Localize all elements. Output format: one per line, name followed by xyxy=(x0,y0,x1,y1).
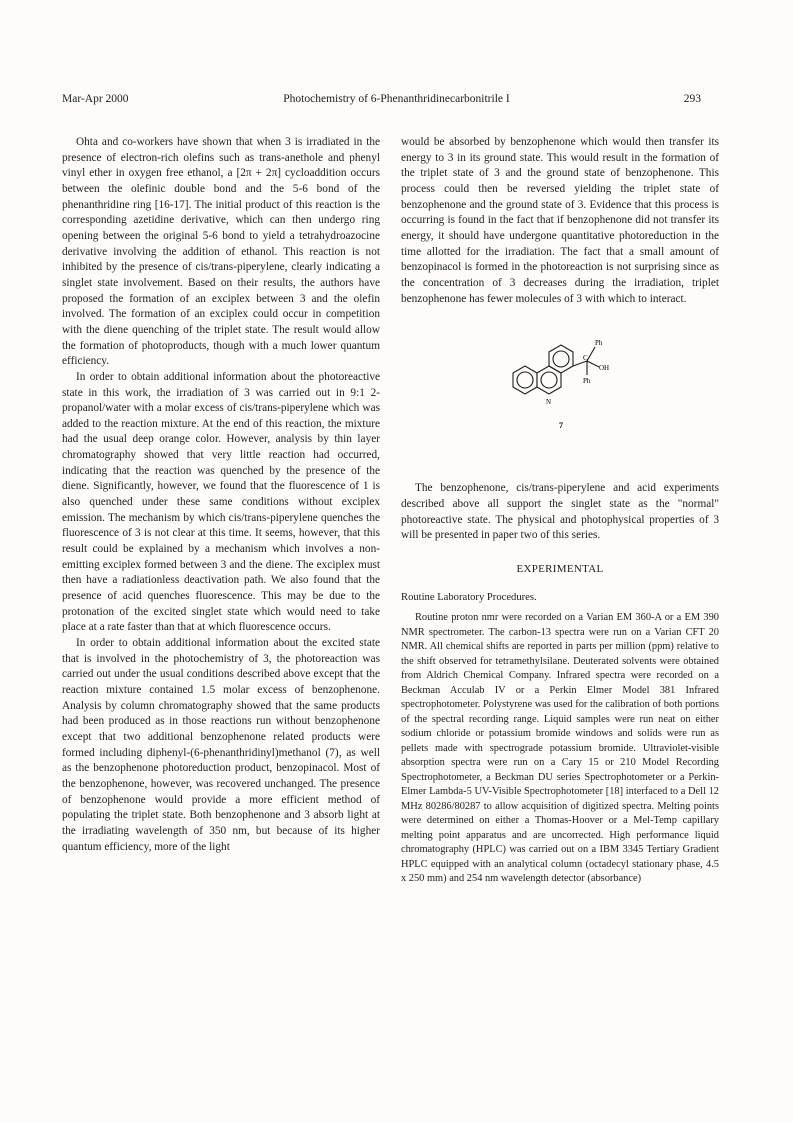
paragraph: In order to obtain additional information about the photoreactive state in this work, the irradiation of 3 was carried out in 9:1 2-propanol/water with a molar excess of cis/trans-piperylene which was added to the reaction mixture. At the end of this reaction, the mixture had the usual deep orange color. However, analysis by thin layer chromatography showed that very little reaction had occurred, indicating that the reaction was quenched by the presence of the diene. Significantly, however, we found that the fluorescence of 1 is also quenched under these same conditions without exciplex emission. The mechanism by which cis/trans-piperylene quenches the fluorescence of 3 is not clear at this time. It seems, however, that this result could be explained by a mechanism which involves a non-emitting exciplex formed between 3 and the diene. The exciplex must then have a radiationless deactivation path. We also found that the presence of acid quenches fluorescence. This may be due to the protonation of the excited singlet state which would need to take place at a rate faster than that at which fluorescence occurs. xyxy=(62,370,380,634)
subsection-heading: Routine Laboratory Procedures. xyxy=(401,591,537,603)
compound-number: 7 xyxy=(559,421,563,431)
left-column xyxy=(62,135,380,855)
paragraph: In order to obtain additional information about the excited state that is involved in the photochemistry of 3, the photoreaction was carried out under the usual conditions described above except that the reaction mixture contained 1.5 molar excess of benzophenone. Analysis by column chromatography showed that the same products had been produced as in those reactions run without benzophenone except that two additional benzophenone related products were formed including diphenyl-(6-phenanthridinyl)methanol (7), as well as the benzophenone photoreduction product, benzopinacol. Most of the benzophenone, however, was recovered unchanged. The presence of benzophenone would provide a more efficient method of populating the triplet state. Both benzophenone and 3 absorb light at the irradiating wavelength of 350 nm, but because of its higher quantum efficiency, more of the light xyxy=(62,637,380,853)
paragraph: The benzophenone, cis/trans-piperylene and acid experiments described above all support the singlet state as the "normal" photoreactive state. The physical and photophysical properties of 3 will be presented in paper two of this series. xyxy=(401,482,719,542)
ph-bottom-label: Ph xyxy=(583,377,591,386)
chemical-structure-figure xyxy=(401,317,719,467)
right-column xyxy=(401,135,719,887)
running-header-date: Mar-Apr 2000 xyxy=(62,93,129,105)
ph-top-label: Ph xyxy=(595,339,603,348)
paragraph: would be absorbed by benzophenone which would then transfer its energy to 3 in its ground state. This would result in the formation of the triplet state of 3 and the ground state of benzophenone. This process could then be reversed yielding the triplet state of benzophenone and the ground state of 3. Evidence that this process is occurring is found in the fact that if benzophenone did not transfer its energy, it should have undergone quantitative photoreduction in the time allotted for the irradiation. The fact that a small amount of benzopinacol is formed in the photoreaction is not surprising since as the concentration of 3 decreases during the irradiation, triplet benzophenone has fewer molecules of 3 with which to interact. xyxy=(401,136,719,305)
oh-label: OH xyxy=(599,364,610,373)
carbon-label: C xyxy=(583,354,588,363)
paragraph: Routine proton nmr were recorded on a Varian EM 360-A or a EM 390 NMR spectrometer. The carbon-13 spectra were run on a Varian CFT 20 NMR. All chemical shifts are reported in parts per million (ppm) relative to the shift observed for tetramethylsilane. Deuterated solvents were obtained from Aldrich Chemical Company. Infrared spectra were recorded on a Beckman Acculab IV or a Perkin Elmer Model 381 Infrared spectrophotometer. Polystyrene was used for the calibration of both portions of the spectral recording range. Liquid samples were run neat on either sodium chloride or potassium bromide windows and solids were run as pellets made with spectrograde potassium bromide. Ultraviolet-visible absorption spectra were run on a Cary 15 or 210 Model Recording Spectrophotometer, a Beckman DU series Spectrophotometer or a Perkin-Elmer Lambda-5 UV-Visible Spectrophotometer [18] interfaced to a Dell 12 MHz 80286/80287 to allow acquisition of digitized spectra. Melting points were determined on either a Thomas-Hoover or a Mel-Temp capillary melting point apparatus and are uncorrected. High performance liquid chromatography (HPLC) was carried out on a IBM 3345 Tertiary Gradient HPLC equipped with an analytical column (octadecyl stationary phase, 4.5 x 250 mm) and 254 nm wavelength detector (absorbance) xyxy=(401,612,719,885)
compound-7-structure xyxy=(491,325,631,445)
page-number: 293 xyxy=(683,93,701,105)
nitrogen-label: N xyxy=(546,398,552,407)
section-heading-experimental: EXPERIMENTAL xyxy=(516,562,604,575)
paragraph: Ohta and co-workers have shown that when 3 is irradiated in the presence of electron-rich olefins such as trans-anethole and phenyl vinyl ether in oxygen free ethanol, a [2π + 2π] cycloaddition occurs between the olefinic double bond and the 5-6 bond of the phenanthridine ring [16-17]. The initial product of this reaction is the corresponding azetidine derivative, which can then undergo ring opening between the original 5-6 bond to yield a tetrahydroazocine derivative involving the addition of ethanol. This reaction is not inhibited by the presence of cis/trans-piperylene, clearly indicating a singlet state involvement. Based on their results, the authors have proposed the formation of an exciplex between 3 and the olefin involved. The formation of an exciplex could occur in competition with the diene quenching of the triplet state. The result would allow the formation of photoproducts, though with a much lower quantum efficiency. xyxy=(62,136,380,368)
running-header-title: Photochemistry of 6-Phenanthridinecarbonitrile I xyxy=(283,93,510,105)
